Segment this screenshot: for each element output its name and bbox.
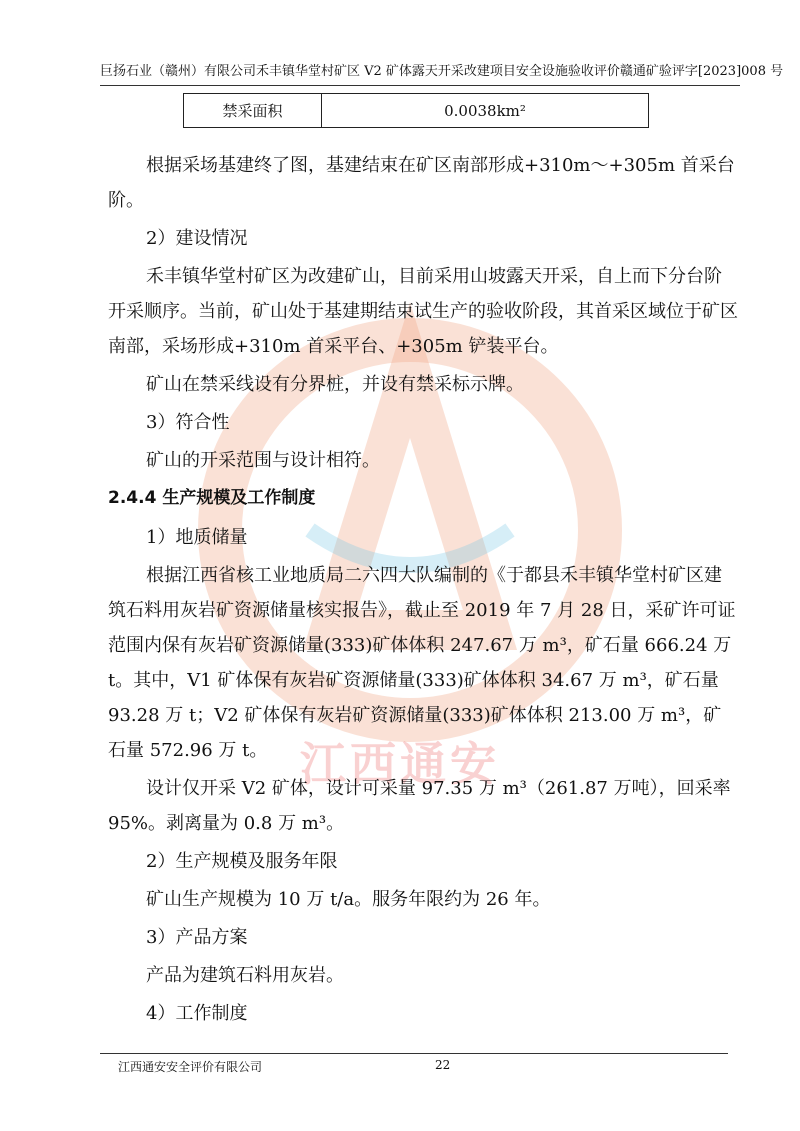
subsection-title: 3）符合性 xyxy=(146,412,230,433)
subsection-title: 3）产品方案 xyxy=(146,927,248,948)
paragraph: 根据采场基建终了图，基建结束在矿区南部形成+310m～+305m 首采台阶。 xyxy=(108,155,735,211)
paragraph: 禾丰镇华堂村矿区为改建矿山，目前采用山坡露天开采，自上而下分台阶开采顺序。当前，矿山处于基建期结束试生产的验收阶段，其首采区域位于矿区南部，采场形成+310m 首采平台、+305m 铲装平台。 xyxy=(108,266,738,357)
subsection-title: 4）工作制度 xyxy=(146,1003,248,1024)
paragraph: 矿山在禁采线设有分界桩，并设有禁采标示牌。 xyxy=(146,374,524,395)
subsection-title: 2）生产规模及服务年限 xyxy=(146,851,338,872)
restricted-area-table xyxy=(183,93,649,128)
paragraph: 设计仅开采 V2 矿体，设计可采量 97.35 万 m³（261.87 万吨），回采率 95%。剥离量为 0.8 万 m³。 xyxy=(108,778,731,834)
page-number: 22 xyxy=(435,1058,451,1072)
paragraph: 产品为建筑石料用灰岩。 xyxy=(146,965,344,986)
paragraph: 矿山的开采范围与设计相符。 xyxy=(146,450,380,471)
subsection-title: 2）建设情况 xyxy=(146,228,248,249)
table-label-cell: 禁采面积 xyxy=(184,94,322,128)
watermark-text: 江西通安 xyxy=(300,737,500,791)
table-value-cell: 0.0038km² xyxy=(322,94,649,128)
section-heading: 2.4.4 生产规模及工作制度 xyxy=(108,488,316,508)
paragraph: 矿山生产规模为 10 万 t/a。服务年限约为 26 年。 xyxy=(146,889,551,910)
footer-company: 江西通安安全评价有限公司 xyxy=(118,1060,263,1074)
page-footer xyxy=(100,1053,728,1074)
document-body xyxy=(108,148,738,1034)
paragraph: 根据江西省核工业地质局二六四大队编制的《于都县禾丰镇华堂村矿区建筑石料用灰岩矿资源储量核实报告》，截止至 2019 年 7 月 28 日，采矿许可证范围内保有灰岩矿资源储量(333)矿体体积 247.67 万 m³，矿石量 666.24 万 t。其中，V1 矿体保有灰岩矿资源储量(333)矿体体积 34.67 万 m³，矿石量 93.28 万 t；V2 矿体保有灰岩矿资源储量(333)矿体体积 213.00 万 m³，矿石量 572.96 万 t。 xyxy=(108,565,736,761)
page-header: 巨扬石业（赣州）有限公司禾丰镇华堂村矿区 V2 矿体露天开采改建项目安全设施验收评价赣通矿验评字[2023]008 号 xyxy=(100,60,740,86)
subsection-title: 1）地质储量 xyxy=(146,527,248,548)
